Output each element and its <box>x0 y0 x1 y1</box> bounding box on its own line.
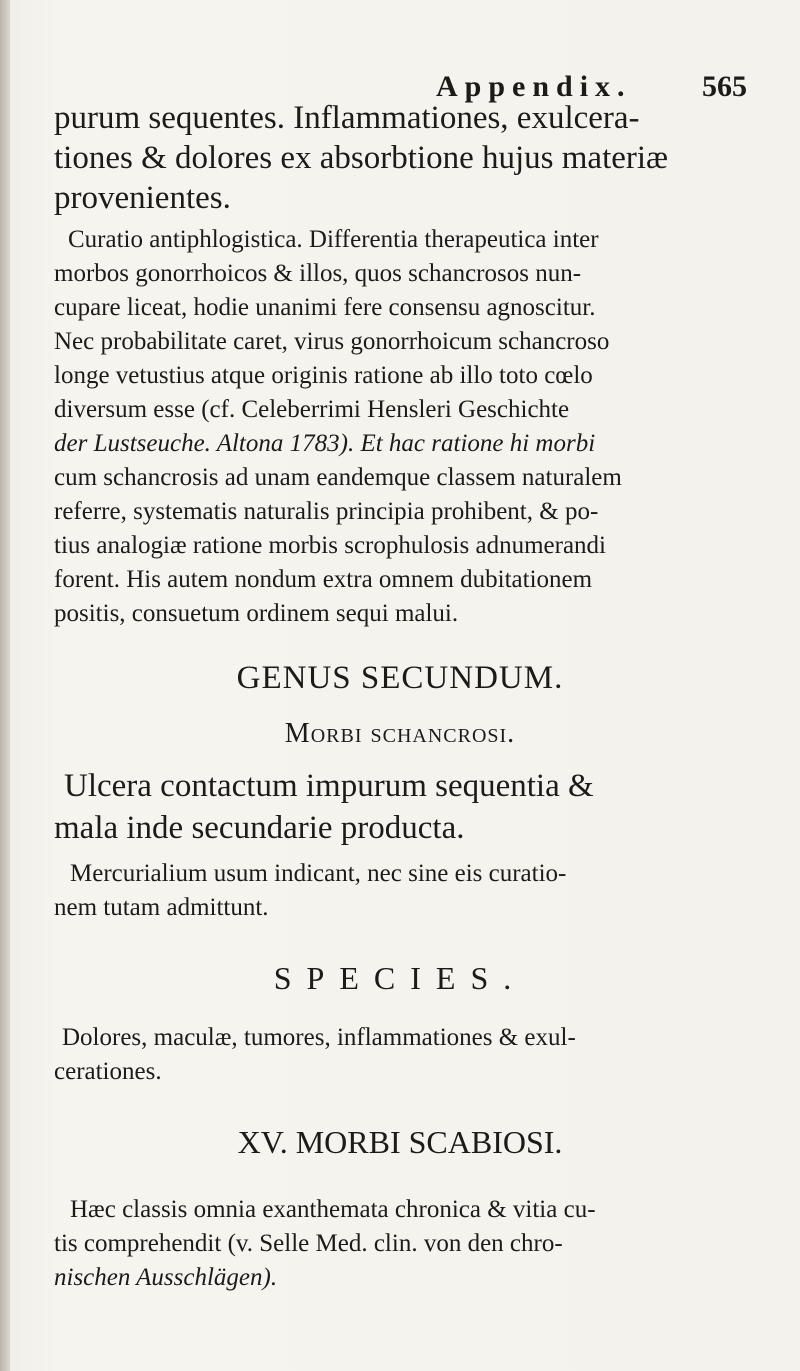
mercurialium-line: Mercurialium usum indicant, nec sine eis curatio- <box>70 860 567 887</box>
curatio-line: forent. His autem nondum extra omnem dubitationem <box>54 566 593 593</box>
curatio-line: referre, systematis naturalis principia prohibent, & po- <box>54 498 599 525</box>
curatio-line: cum schancrosis ad unam eandemque classem naturalem <box>54 464 622 491</box>
curatio-line: diversum esse (cf. Celeberrimi Hensleri Geschichte <box>54 396 570 423</box>
page-number: 565 <box>702 70 747 103</box>
curatio-line: Nec probabilitate caret, virus gonorrhoicum schancroso <box>54 328 610 355</box>
section-xv-heading: XV. MORBI SCABIOSI. <box>237 1124 563 1160</box>
curatio-line: longe vetustius atque originis ratione ab illo toto cœlo <box>54 362 593 389</box>
curatio-line: positis, consuetum ordinem sequi malui. <box>54 600 459 627</box>
curatio-line: cupare liceat, hodie unanimi fere consensu agnoscitur. <box>54 294 596 321</box>
curatio-line: Curatio antiphlogistica. Differentia therapeutica inter <box>68 226 599 253</box>
definition-line: Ulcera contactum impurum sequentia & <box>64 768 594 804</box>
section-xv-line: nischen Ausschlägen). <box>54 1264 278 1291</box>
definition-line: mala inde secundarie producta. <box>54 810 465 846</box>
species-line: Dolores, maculæ, tumores, inflammationes & exul- <box>62 1024 576 1051</box>
genus-subheading: Morbi schancrosi. <box>284 718 516 749</box>
section-xv-line: Hæc classis omnia exanthemata chronica & vitia cu- <box>70 1196 596 1223</box>
species-line: cerationes. <box>54 1058 162 1085</box>
section-xv-line: tis comprehendit (v. Selle Med. clin. von den chro- <box>54 1230 563 1257</box>
running-head: Appendix. <box>436 70 632 103</box>
species-heading: SPECIES. <box>273 960 527 996</box>
intro-line: provenientes. <box>54 180 231 216</box>
mercurialium-line: nem tutam admittunt. <box>54 894 269 921</box>
intro-line: purum sequentes. Inflammationes, exulcera- <box>54 100 640 136</box>
genus-heading: GENUS SECUNDUM. <box>236 660 564 696</box>
curatio-line: der Lustseuche. Altona 1783). Et hac ratione hi morbi <box>54 430 596 457</box>
intro-line: tiones & dolores ex absorbtione hujus materiæ <box>54 140 669 176</box>
curatio-line: tius analogiæ ratione morbis scrophulosis adnumerandi <box>54 532 606 559</box>
curatio-line: morbos gonorrhoicos & illos, quos schancrosos nun- <box>54 260 582 287</box>
